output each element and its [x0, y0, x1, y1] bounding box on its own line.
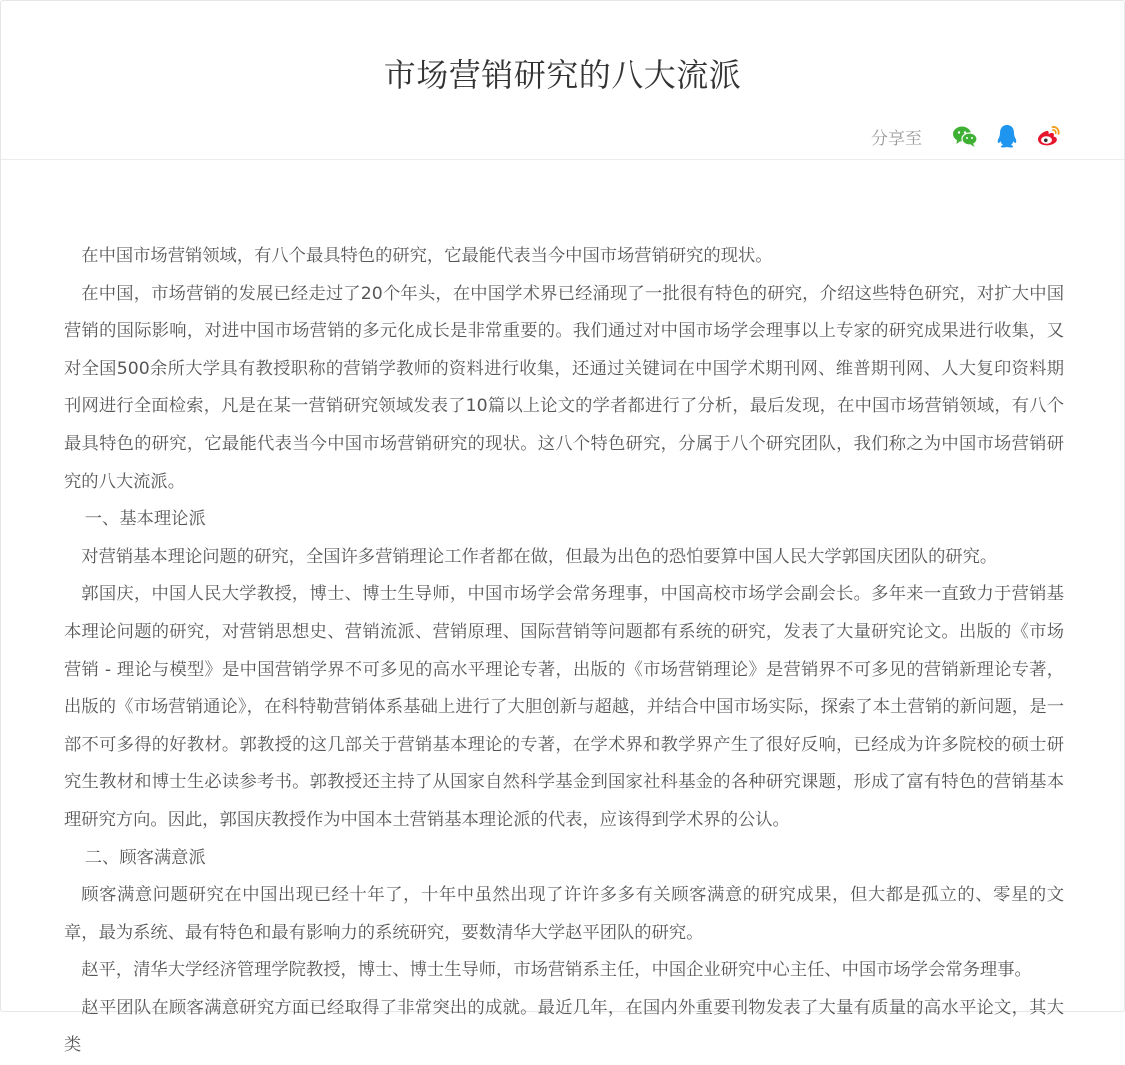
weibo-icon[interactable]: [1036, 123, 1062, 149]
article-body: [64, 238, 1064, 1065]
paragraph-intro: 在中国市场营销领域，有八个最具特色的研究，它最能代表当今中国市场营销研究的现状。: [81, 246, 773, 266]
article-header: [1, 1, 1124, 160]
paragraph: 赵平，清华大学经济管理学院教授，博士、博士生导师，市场营销系主任，中国企业研究中心主任、中国市场学会常务理事。: [81, 960, 1032, 981]
wechat-icon[interactable]: [952, 123, 978, 149]
section-heading-basic-theory: 一、基本理论派: [84, 509, 206, 530]
share-bar: [871, 121, 1062, 151]
qq-icon[interactable]: [994, 123, 1020, 149]
paragraph: 对营销基本理论问题的研究，全国许多营销理论工作者都在做，但最为出色的恐怕要算中国人民大学郭国庆团队的研究。: [81, 546, 998, 567]
share-label: 分享至: [871, 128, 922, 149]
article-title: 市场营销研究的八大流派: [383, 56, 742, 94]
section-heading-customer-satisfaction: 二、顾客满意派: [84, 847, 206, 868]
paragraph: 赵平团队在顾客满意研究方面已经取得了非常突出的成就。最近几年，在国内外重要刊物发表了大量有质量的高水平论文，其大类: [64, 997, 1064, 1056]
paragraph: 顾客满意问题研究在中国出现已经十年了，十年中虽然出现了许许多多有关顾客满意的研究成果，但大都是孤立的、零星的文章，最为系统、最有特色和最有影响力的系统研究，要数清华大学赵平团队的研究。: [64, 885, 1064, 943]
paragraph-background: 在中国，市场营销的发展已经走过了20个年头，在中国学术界已经涌现了一批很有特色的研究，介绍这些特色研究，对扩大中国营销的国际影响，对进中国市场营销的多元化成长是非常重要的。我们通过对中国市场学会理事以上专家的研究成果进行收集，又对全国500余所大学具有教授职称的营销学教师的资料进行收集，还通过关键词在中国学术期刊网、维普期刊网、人大复印资料期刊网进行全面检索，凡是在某一营销研究领域发表了10篇以上论文的学者都进行了分析，最后发现，在中国市场营销领域，有八个最具特色的研究，它最能代表当今中国市场营销研究的现状。这八个特色研究，分属于八个研究团队，我们称之为中国市场营销研究的八大流派。: [64, 283, 1064, 492]
paragraph: 郭国庆，中国人民大学教授，博士、博士生导师，中国市场学会常务理事，中国高校市场学会副会长。多年来一直致力于营销基本理论问题的研究，对营销思想史、营销流派、营销原理、国际营销等问题都有系统的研究，发表了大量研究论文。出版的《市场营销 - 理论与模型》是中国营销学界不可多见的高水平理论专著，出版的《市场营销理论》是营销界不可多见的营销新理论专著，出版的《市场营销通论》，在科特勒营销体系基础上进行了大胆创新与超越，并结合中国市场实际，探索了本土营销的新问题，是一部不可多得的好教材。郭教授的这几部关于营销基本理论的专著，在学术界和教学界产生了很好反响，已经成为许多院校的硕士研究生教材和博士生必读参考书。郭教授还主持了从国家自然科学基金到国家社科基金的各种研究课题，形成了富有特色的营销基本理研究方向。因此，郭国庆教授作为中国本土营销基本理论派的代表，应该得到学术界的公认。: [64, 584, 1064, 830]
